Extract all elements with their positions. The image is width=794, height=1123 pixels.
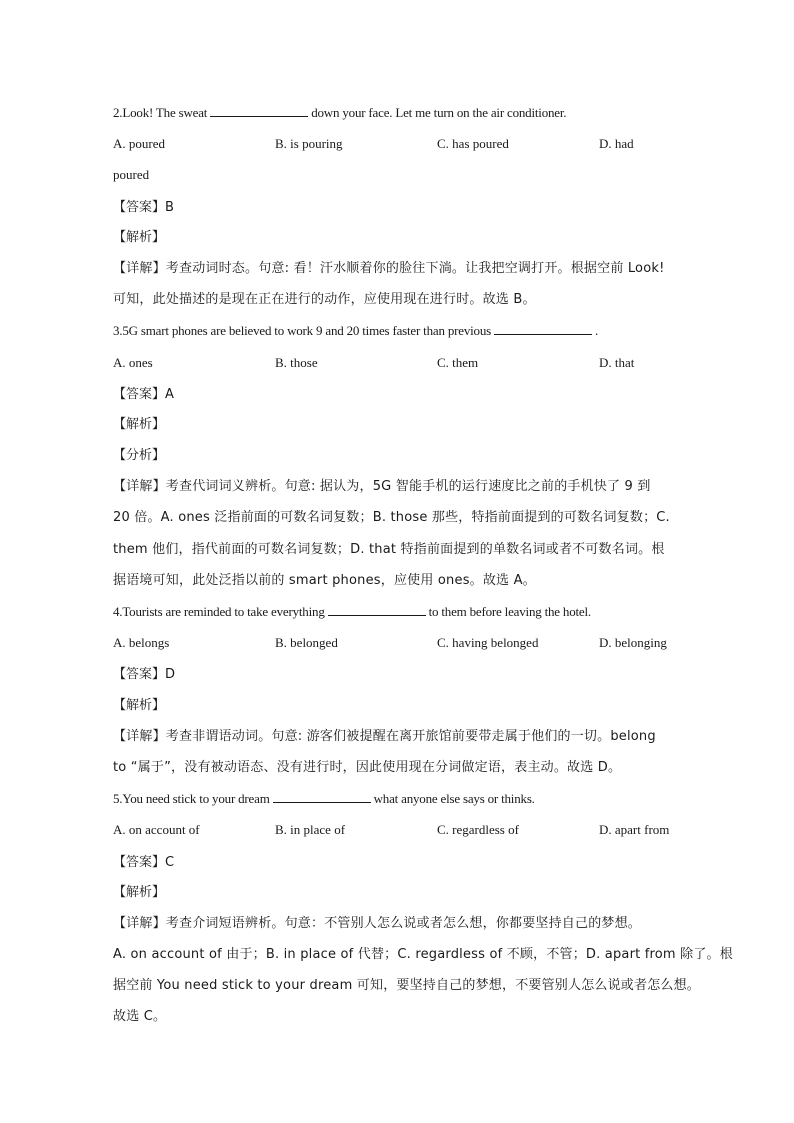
question-4-detail-line: 【详解】考查非谓语动词。句意: 游客们被提醒在离开旅馆前要带走属于他们的一切。belong [113,728,656,744]
answer-blank [494,321,592,335]
fenxi-tag: 【分析】 [113,448,166,464]
question-3-stem-start: 3.5G smart phones are believed to work 9 and 20 times faster than previous [113,323,491,339]
question-5-detail-line: A. on account of 由于；B. in place of 代替；C. regardless of 不顾，不管；D. apart from 除了。根 [113,947,733,963]
option-c: C. has poured [437,136,509,152]
question-5-detail-line: 故选 C。 [113,1009,167,1025]
question-4-stem [113,600,683,631]
analysis-tag: 【解析】 [113,697,166,713]
question-5-stem-start: 5.You need stick to your dream [113,791,270,807]
analysis-tag: 【解析】 [113,416,166,432]
option-c: C. regardless of [437,822,519,838]
question-5-detail-line: 【详解】考查介词短语辨析。句意：不管别人怎么说或者怎么想，你都要坚持自己的梦想。 [113,915,642,931]
question-4-detail-line: to “属于”，没有被动语态、没有进行时，因此使用现在分词做定语，表主动。故选 D。 [113,759,622,775]
question-3-detail-line: 【详解】考查代词词义辨析。句意: 据认为，5G 智能手机的运行速度比之前的手机快了 9 到 [113,479,651,495]
answer-value: D [165,667,176,683]
question-3-detail-line: 20 倍。A. ones 泛指前面的可数名词复数；B. those 那些，特指前面提到的可数名词复数；C. [113,510,670,526]
question-3-detail-line: 据语境可知，此处泛指以前的 smart phones，应使用 ones。故选 A。 [113,572,536,588]
option-a: A. ones [113,354,153,370]
question-3-stem-end: . [595,323,599,339]
answer-value: C [165,854,175,870]
answer-value: A [165,386,174,402]
option-b: B. those [275,354,318,370]
question-3-detail-line: them 他们，指代前面的可数名词复数；D. that 特指前面提到的单数名词或者不可数名词。根 [113,541,665,557]
question-3-stem [113,319,683,350]
option-d: D. that [599,354,635,370]
question-2-stem-end: down your face. Let me turn on the air conditioner. [311,105,567,120]
question-4-stem-end: to them before leaving the hotel. [428,604,591,619]
option-b: B. belonged [275,635,338,651]
option-a: A. on account of [113,822,200,838]
analysis-tag: 【解析】 [113,229,166,245]
question-5-options [113,818,683,849]
option-c: C. having belonged [437,635,539,651]
question-4-stem-start: 4.Tourists are reminded to take everything [113,604,325,619]
answer-blank [273,789,371,803]
option-b: B. is pouring [275,136,343,152]
question-4-options [113,631,683,662]
option-d-wrap: poured [113,167,150,183]
question-2-detail-line: 【详解】考查动词时态。句意: 看！汗水顺着你的脸往下淌。让我把空调打开。根据空前 Look! [113,260,665,276]
question-2-detail-line: 可知，此处描述的是现在正在进行的动作，应使用现在进行时。故选 B。 [113,292,536,308]
answer-tag: 【答案】 [113,199,166,215]
question-2-options [113,132,683,163]
option-d: D. had [599,136,634,152]
option-d: D. apart from [599,822,670,838]
analysis-tag: 【解析】 [113,884,166,900]
question-4-answer [113,662,683,693]
question-3-answer [113,382,683,413]
question-2-answer [113,195,683,226]
answer-blank [210,103,308,117]
answer-tag: 【答案】 [113,667,166,683]
option-a: A. belongs [113,635,170,651]
answer-tag: 【答案】 [113,854,166,870]
document-page [113,101,733,1037]
question-2-stem [113,101,683,132]
question-5-stem [113,787,683,818]
question-5-answer [113,850,683,881]
answer-tag: 【答案】 [113,386,166,402]
option-a: A. poured [113,136,165,152]
option-d: D. belonging [599,635,667,651]
option-b: B. in place of [275,822,346,838]
question-5-stem-end: what anyone else says or thinks. [373,791,535,807]
question-5-detail-line: 据空前 You need stick to your dream 可知，要坚持自己的梦想，不要管别人怎么说或者怎么想。 [113,978,700,994]
answer-blank [328,602,426,616]
option-c: C. them [437,354,479,370]
question-2-stem-start: 2.Look! The sweat [113,105,208,120]
question-3-options [113,351,683,382]
answer-value: B [165,199,174,215]
